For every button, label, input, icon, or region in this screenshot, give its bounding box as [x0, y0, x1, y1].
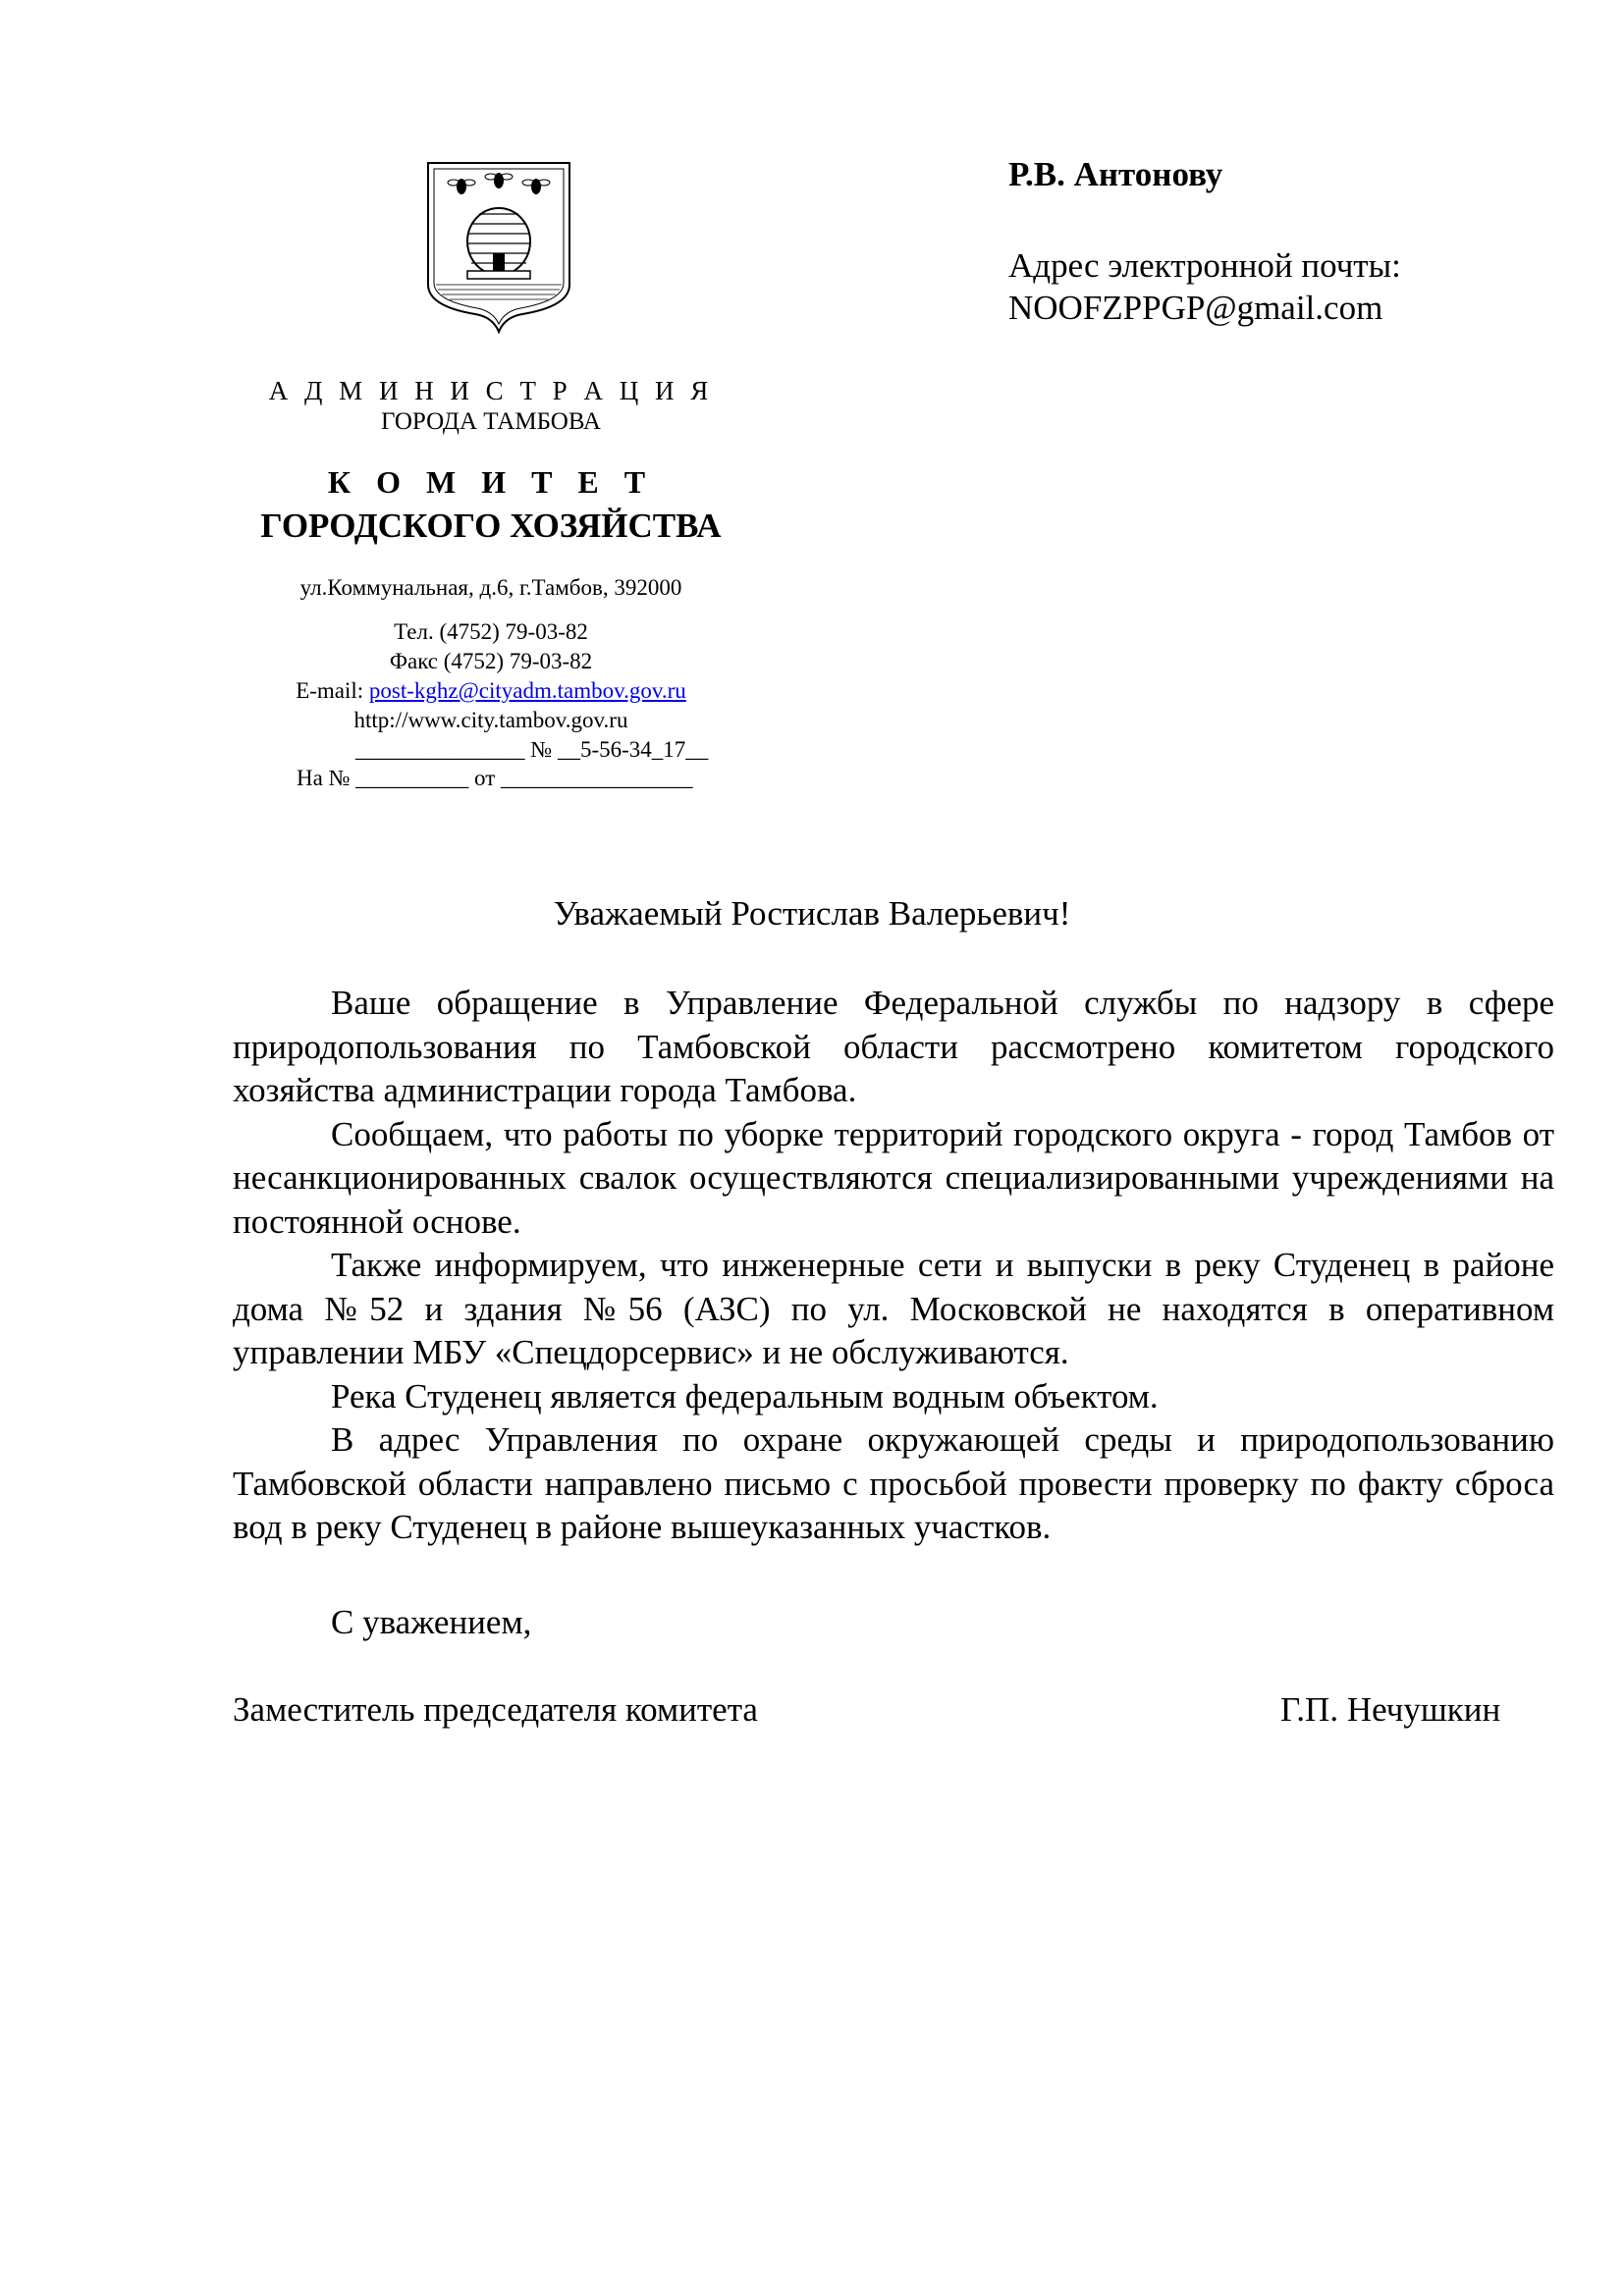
recipient-name: Р.В. Антонову [1008, 155, 1223, 193]
committee-line1: К О М И Т Е Т [327, 464, 655, 500]
org-email-label: E-mail: [296, 678, 369, 703]
org-email-line [187, 678, 795, 704]
body-paragraph: Также информируем, что инженерные сети и выпуски в реку Студенец в районе дома №52 и здания №56 (АЗС) по ул. Московской не находятся в оперативном управлении МБУ «Спецдорсервис» и не обслуживаются. [233, 1246, 1554, 1371]
coat-of-arms-icon [424, 159, 573, 334]
letter-body [233, 982, 1554, 1550]
recipient-email: NOOFZPPGP@gmail.com [1008, 289, 1383, 327]
org-email-link[interactable]: post-kghz@cityadm.tambov.gov.ru [368, 678, 686, 703]
org-phone: Тел. (4752) 79-03-82 [394, 619, 588, 644]
org-address: ул.Коммунальная, д.6, г.Тамбов, 392000 [299, 575, 682, 600]
org-name-line1: А Д М И Н И С Т Р А Ц И Я [268, 376, 714, 405]
signer-title: Заместитель председателя комитета [233, 1690, 758, 1729]
org-website: http://www.city.tambov.gov.ru [353, 708, 628, 732]
signer-name: Г.П. Нечушкин [1280, 1690, 1501, 1729]
body-paragraph: Сообщаем, что работы по уборке территорий городского округа - город Тамбов от несанкционированных свалок осуществляются специализированными учреждениями на постоянной основе. [233, 1114, 1554, 1241]
registration-number: _______________ № __5-56-34_17__ [355, 737, 709, 762]
body-paragraph: Ваше обращение в Управление Федеральной службы по надзору в сфере природопользования по Тамбовской области рассмотрено комитетом городского хозяйства администрации города Тамбова. [233, 984, 1554, 1109]
recipient-email-label: Адрес электронной почты: [1008, 246, 1401, 285]
body-paragraph: Река Студенец является федеральным водным объектом. [331, 1376, 1159, 1415]
salutation: Уважаемый Ростислав Валерьевич! [553, 894, 1071, 933]
reference-line: На № __________ от _________________ [297, 766, 693, 790]
committee-line2: ГОРОДСКОГО ХОЗЯЙСТВА [260, 507, 722, 545]
body-paragraph: В адрес Управления по охране окружающей среды и природопользованию Тамбовской области направлено письмо с просьбой провести проверку по факту сброса вод в реку Студенец в районе вышеуказанных участков. [233, 1420, 1554, 1546]
org-name-line2: ГОРОДА ТАМБОВА [381, 408, 601, 435]
closing: С уважением, [331, 1603, 532, 1641]
org-fax: Факс (4752) 79-03-82 [389, 649, 593, 673]
